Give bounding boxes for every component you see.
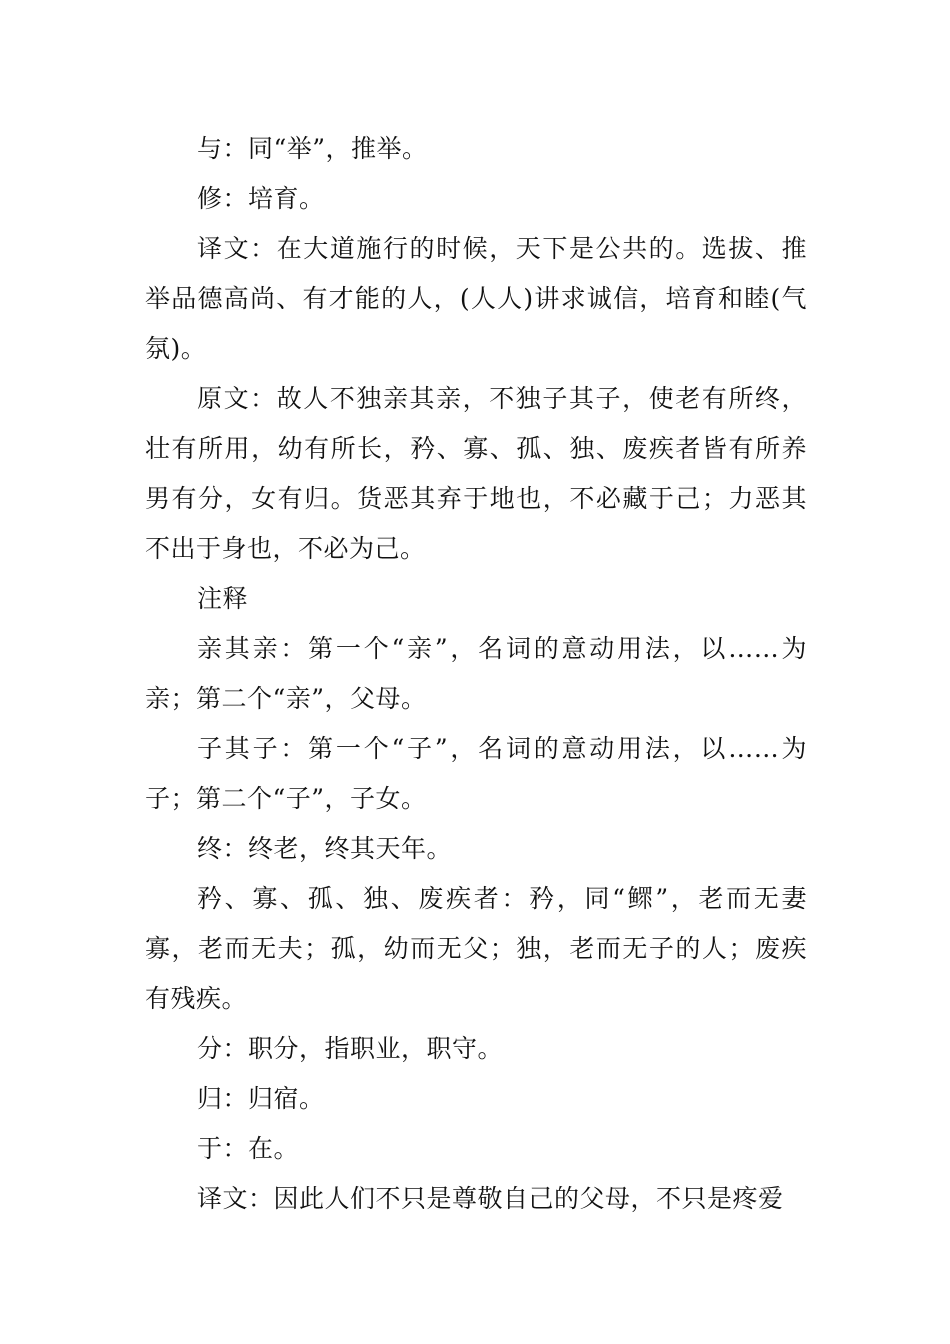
note-zi-qi-zi: 子其子：第一个“子”，名词的意动用法，以……为子；第二个“子”，子女。 (145, 734, 807, 813)
translation-paragraph-1: 译文：在大道施行的时候，天下是公共的。选拔、推举品德高尚、有才能的人，(人人)讲求诚信，培育和睦(气氛)。 (145, 234, 807, 363)
section-heading-notes: 注释 (197, 584, 249, 613)
note-fen: 分：职分，指职业，职守。 (197, 1034, 504, 1063)
note-yu: 与：同“举”，推举。 (197, 134, 428, 163)
note-gui: 归：归宿。 (197, 1084, 325, 1113)
note-xiu: 修：培育。 (197, 184, 325, 213)
original-text-paragraph: 原文：故人不独亲其亲，不独子其子，使老有所终，壮有所用，幼有所长，矜、寡、孤、独、废疾者皆有所养男有分，女有归。货恶其弃于地也，不必藏于己；力恶其不出于身也，不必为己。 (145, 384, 807, 563)
note-guan-gua-gu-du: 矜、寡、孤、独、废疾者：矜，同“鳏”，老而无妻寡，老而无夫；孤，幼而无父；独，老而无子的人；废疾有残疾。 (145, 884, 807, 1013)
translation-paragraph-2: 译文：因此人们不只是尊敬自己的父母，不只是疼爱 (197, 1184, 784, 1213)
document-body (145, 124, 807, 1224)
note-yu-zai: 于：在。 (197, 1134, 300, 1163)
note-qin-qi-qin: 亲其亲：第一个“亲”，名词的意动用法，以……为亲；第二个“亲”，父母。 (145, 634, 807, 713)
note-zhong: 终：终老，终其天年。 (197, 834, 453, 863)
